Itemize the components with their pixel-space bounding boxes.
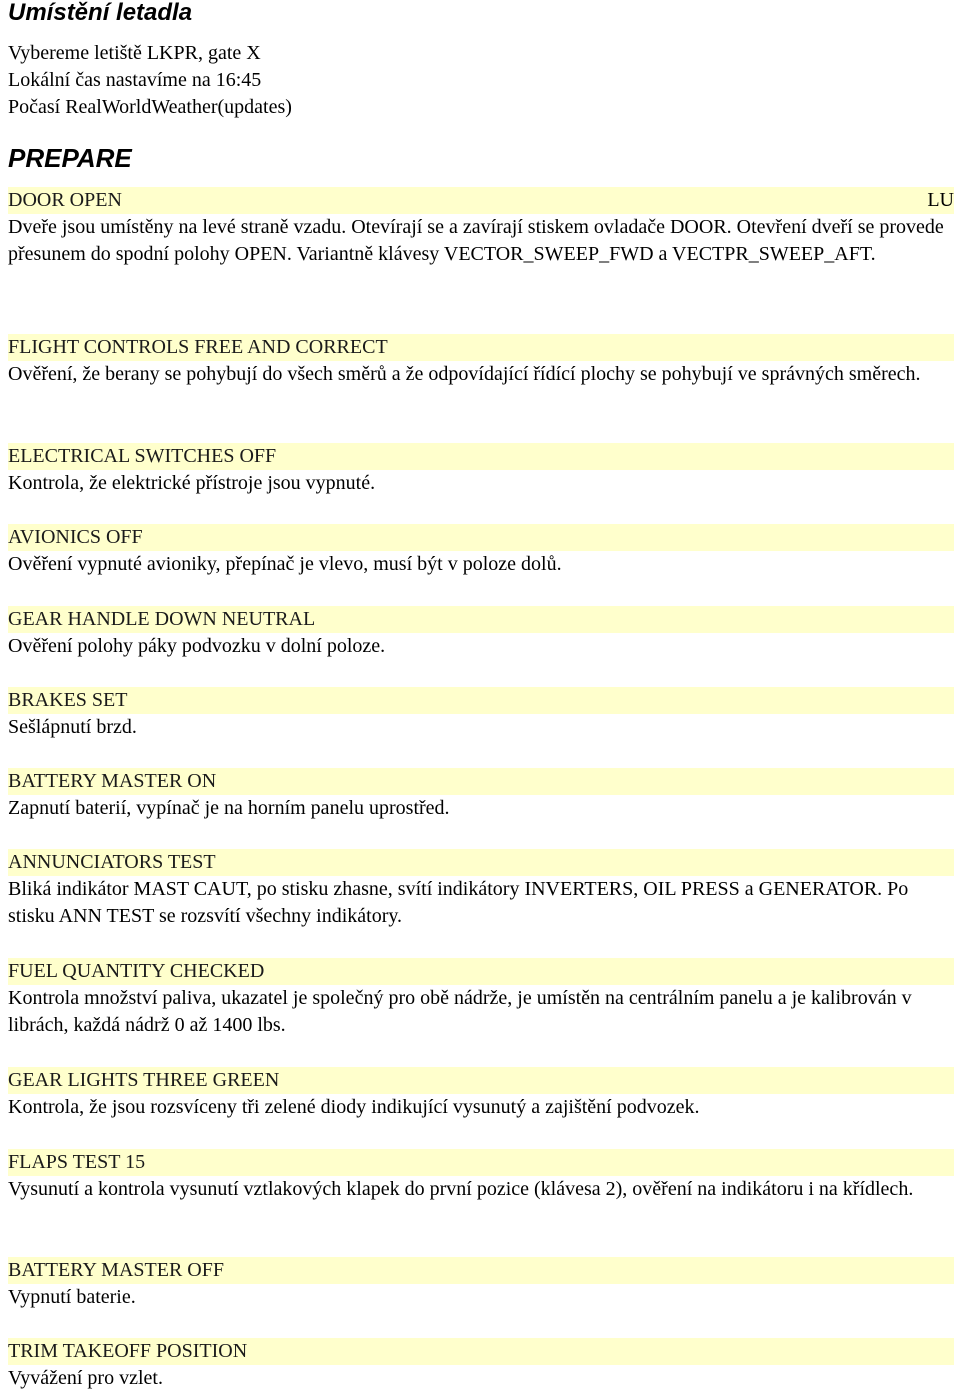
item-code: ELECTRICAL SWITCHES OFF — [8, 445, 277, 467]
page-title: Umístění letadla — [8, 0, 193, 26]
checklist-item — [8, 1149, 954, 1203]
checklist-item — [8, 1067, 954, 1121]
item-description: Ověření vypnuté avioniky, přepínač je vlevo, musí být v poloze dolů. — [8, 553, 562, 575]
item-code: DOOR OPEN — [8, 189, 122, 211]
checklist-item — [8, 606, 954, 660]
item-heading — [8, 443, 954, 470]
intro-line: Vybereme letiště LKPR, gate X — [8, 42, 261, 64]
checklist-item — [8, 849, 954, 930]
item-code: ANNUNCIATORS TEST — [8, 851, 216, 873]
item-description: Bliká indikátor MAST CAUT, po stisku zhasne, svítí indikátory INVERTERS, OIL PRESS a GENERATOR. Po stisku ANN TEST se rozsvítí všechny indikátory. — [8, 878, 909, 927]
item-heading — [8, 187, 954, 214]
item-description: Ověření, že berany se pohybují do všech směrů a že odpovídající řídící plochy se pohybují ve správných směrech. — [8, 363, 921, 385]
item-code: FLIGHT CONTROLS FREE AND CORRECT — [8, 336, 388, 358]
item-code: GEAR HANDLE DOWN NEUTRAL — [8, 608, 316, 630]
item-code: BRAKES SET — [8, 689, 128, 711]
checklist-item — [8, 687, 954, 741]
item-heading — [8, 958, 954, 985]
intro-line: Počasí RealWorldWeather(updates) — [8, 96, 292, 118]
item-description: Vyvážení pro vzlet. — [8, 1367, 163, 1389]
intro-block — [8, 40, 292, 121]
item-heading — [8, 768, 954, 795]
checklist-item — [8, 958, 954, 1039]
item-heading — [8, 1257, 954, 1284]
item-description: Sešlápnutí brzd. — [8, 716, 137, 738]
item-description: Kontrola, že jsou rozsvíceny tři zelené diody indikující vysunutý a zajištění podvozek. — [8, 1096, 700, 1118]
item-description: Vysunutí a kontrola vysunutí vztlakových klapek do první pozice (klávesa 2), ověření na indikátoru i na křídlech. — [8, 1178, 914, 1200]
item-code: BATTERY MASTER OFF — [8, 1259, 224, 1281]
checklist-item — [8, 1257, 954, 1311]
item-description: Dveře jsou umístěny na levé straně vzadu. Otevírají se a zavírají stiskem ovladače DOOR. Otevření dveří se provede přesunem do spodní polohy OPEN. Variantně klávesy VECTOR_SWEEP_FWD a VECTPR_SWEEP_AFT. — [8, 216, 944, 265]
item-description: Zapnutí baterií, vypínač je na horním panelu uprostřed. — [8, 797, 450, 819]
item-heading — [8, 606, 954, 633]
checklist-item — [8, 334, 954, 388]
item-code: FUEL QUANTITY CHECKED — [8, 960, 265, 982]
item-description: Ověření polohy páky podvozku v dolní poloze. — [8, 635, 386, 657]
item-code: BATTERY MASTER ON — [8, 770, 217, 792]
item-code: AVIONICS OFF — [8, 526, 143, 548]
checklist-item — [8, 187, 954, 268]
item-description: Kontrola množství paliva, ukazatel je společný pro obě nádrže, je umístěn na centrálním panelu a je kalibrován v librách, každá nádrž 0 až 1400 lbs. — [8, 987, 912, 1036]
item-code: FLAPS TEST 15 — [8, 1151, 146, 1173]
checklist-item — [8, 1338, 954, 1392]
section-title: PREPARE — [8, 143, 132, 173]
item-description: Vypnutí baterie. — [8, 1286, 136, 1308]
item-code: TRIM TAKEOFF POSITION — [8, 1340, 248, 1362]
item-code: GEAR LIGHTS THREE GREEN — [8, 1069, 280, 1091]
checklist-item — [8, 443, 954, 497]
item-heading — [8, 1067, 954, 1094]
item-heading — [8, 334, 954, 361]
item-description: Kontrola, že elektrické přístroje jsou vypnuté. — [8, 472, 376, 494]
checklist-item — [8, 768, 954, 822]
intro-line: Lokální čas nastavíme na 16:45 — [8, 69, 262, 91]
item-heading — [8, 687, 954, 714]
item-tag: LU — [927, 189, 954, 211]
item-heading — [8, 1149, 954, 1176]
checklist-item — [8, 524, 954, 578]
item-heading — [8, 849, 954, 876]
item-heading — [8, 524, 954, 551]
item-heading — [8, 1338, 954, 1365]
